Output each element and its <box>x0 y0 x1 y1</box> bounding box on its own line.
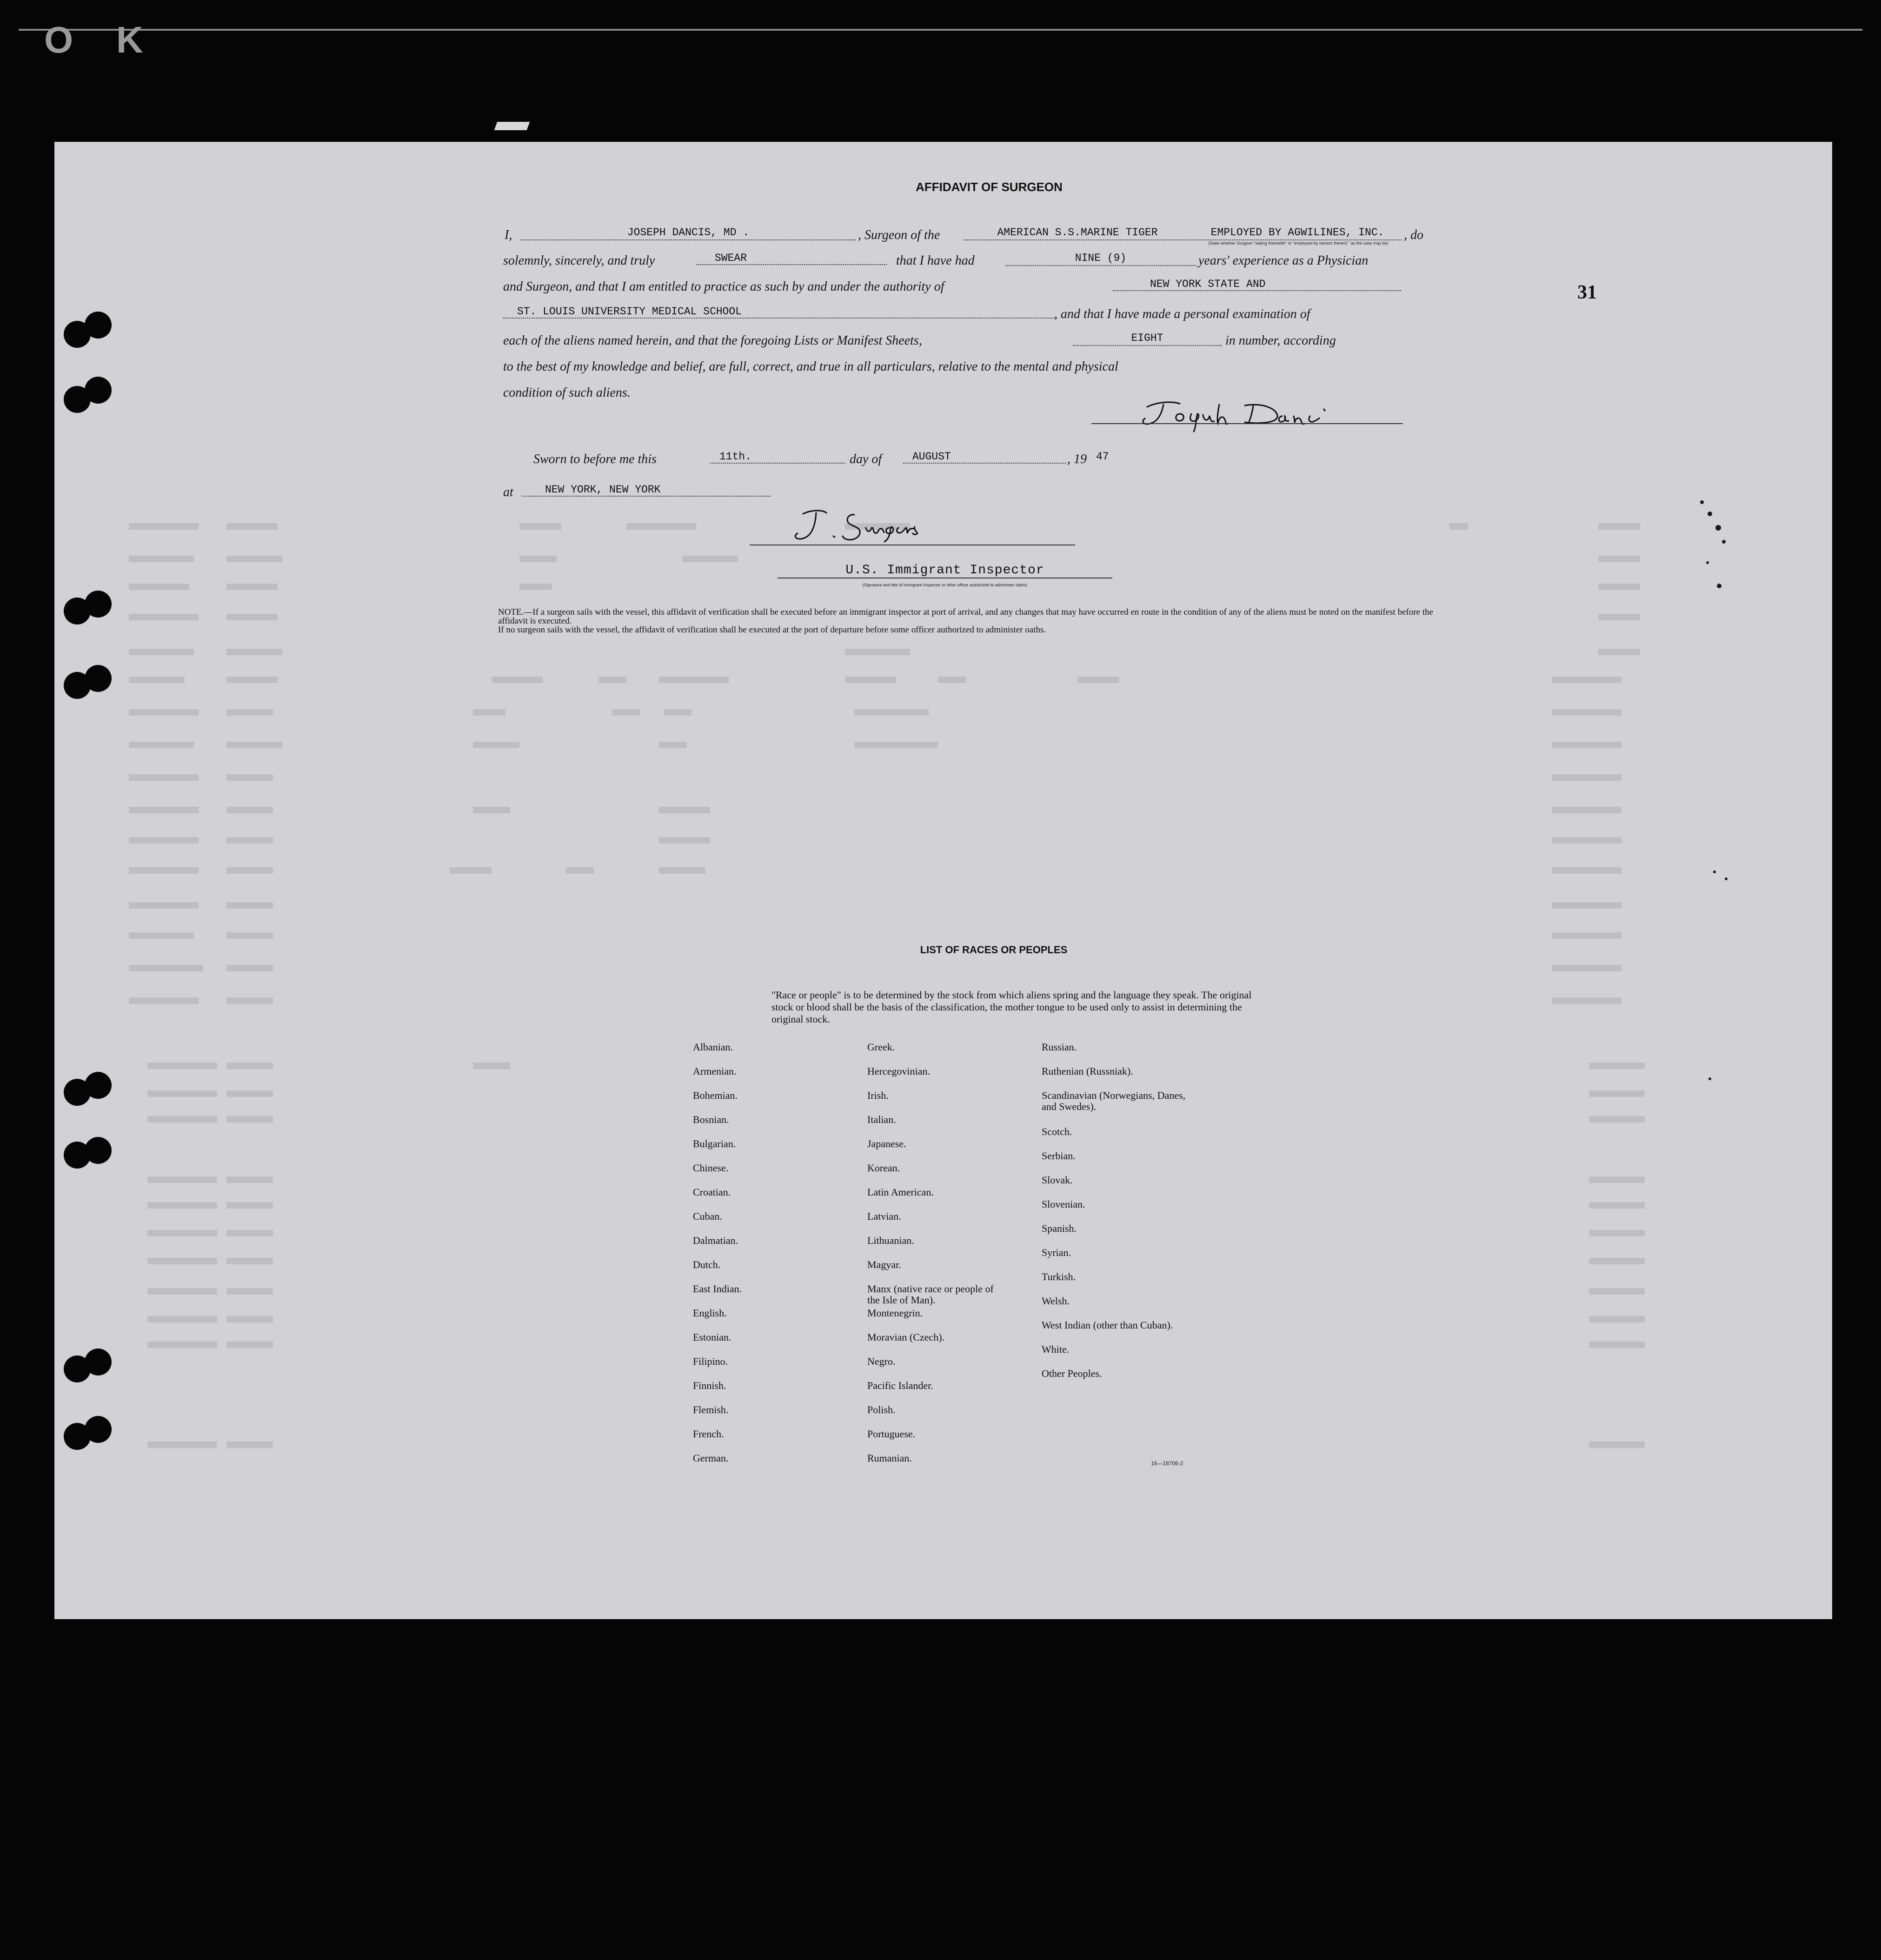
race-item: English. <box>693 1307 727 1319</box>
film-mark-k: K <box>116 19 143 60</box>
races-column-3 <box>1042 1042 1200 1392</box>
race-item: Dutch. <box>693 1259 721 1270</box>
authority-field: NEW YORK STATE AND <box>1113 277 1401 291</box>
race-item: East Indian. <box>693 1283 742 1295</box>
solemnly-label: solemnly, sincerely, and truly <box>503 253 655 268</box>
personal-examination-label: , and that I have made a personal examination of <box>1054 307 1310 321</box>
race-item: Latvian. <box>867 1210 901 1222</box>
document-page <box>54 142 1832 1619</box>
races-intro <box>720 989 1269 1025</box>
form-number: 16—18706-2 <box>1151 1460 1183 1467</box>
race-item: Korean. <box>867 1162 900 1174</box>
inspector-title: U.S. Immigrant Inspector <box>778 563 1112 578</box>
race-item: Bulgarian. <box>693 1138 736 1149</box>
document-title: AFFIDAVIT OF SURGEON <box>916 180 1063 194</box>
note-label: NOTE. <box>498 607 524 617</box>
surgeon-signature <box>1129 395 1408 437</box>
races-list-title: LIST OF RACES OR PEOPLES <box>920 944 1068 956</box>
race-item: Japanese. <box>867 1138 906 1149</box>
day-of-label: day of <box>850 452 882 466</box>
note-line-1: —If a surgeon sails with the vessel, this affidavit of verification shall be executed before an immigrant inspector at port of arrival, and any changes that may have occurred en route in the condition of any of the aliens must be noted on the manifest before the affidavit is executed. <box>498 607 1434 626</box>
employer-instruction: (State whether Surgeon "sailing therewith" or "employed by owners thereof," as the case may be) <box>1208 241 1389 246</box>
authority-label: and Surgeon, and that I am entitled to practice as such by and under the authority of <box>503 279 944 294</box>
race-item: Flemish. <box>693 1404 729 1415</box>
oath-field: SWEAR <box>696 251 887 265</box>
race-item: Negro. <box>867 1355 896 1367</box>
race-item: Albanian. <box>693 1041 733 1053</box>
inspector-title-instruction: (Signature and title of Immigrant Inspector or other officer authorized to administer oaths) <box>862 583 1027 587</box>
film-edge-rule <box>19 29 1862 31</box>
race-item: Chinese. <box>693 1162 729 1174</box>
affidavit-i-label: I, <box>505 228 512 242</box>
race-item: Estonian. <box>693 1331 731 1343</box>
employer-field: EMPLOYED BY AGWILINES, INC. <box>1193 226 1402 240</box>
race-item: Syrian. <box>1042 1247 1071 1258</box>
race-item: Bosnian. <box>693 1114 729 1125</box>
race-item: Rumanian. <box>867 1452 912 1464</box>
race-item: Slovenian. <box>1042 1198 1085 1210</box>
races-intro-text: "Race or people" is to be determined by the stock from which aliens spring and the language they speak. The original stock or blood shall be the basis of the classification, the mother tongue to be used only to assist in determining the original stock. <box>771 989 1252 1025</box>
affidavit-line-7: condition of such aliens. <box>503 385 631 400</box>
race-item: Polish. <box>867 1404 896 1415</box>
in-number-label: in number, according <box>1225 333 1336 348</box>
sworn-year-field: 47 <box>1096 451 1109 463</box>
race-item: Slovak. <box>1042 1174 1073 1186</box>
sworn-month-field: AUGUST <box>903 450 1066 464</box>
race-item: Italian. <box>867 1114 896 1125</box>
authority-continued-field: ST. LOUIS UNIVERSITY MEDICAL SCHOOL <box>503 305 1054 319</box>
film-tab-mark <box>494 122 530 130</box>
do-label: , do <box>1404 228 1423 242</box>
race-item: Montenegrin. <box>867 1307 923 1319</box>
place-field: NEW YORK, NEW YORK <box>522 483 771 497</box>
race-item: Hercegovinian. <box>867 1065 930 1077</box>
surgeon-of-label: , Surgeon of the <box>858 228 940 242</box>
race-item: Bohemian. <box>693 1090 738 1101</box>
inspector-signature <box>780 505 957 551</box>
race-item: Russian. <box>1042 1041 1077 1053</box>
race-item: Latin American. <box>867 1186 934 1198</box>
surgeon-name-field: JOSEPH DANCIS, MD . <box>521 226 856 240</box>
race-item: Filipino. <box>693 1355 728 1367</box>
affidavit-note <box>487 608 1440 634</box>
race-item: German. <box>693 1452 729 1464</box>
page-number: 31 <box>1577 282 1597 303</box>
race-item: Moravian (Czech). <box>867 1331 945 1343</box>
race-item: Manx (native race or people of the Isle of Man). <box>867 1283 994 1306</box>
sworn-label: Sworn to before me this <box>533 452 657 466</box>
race-item: French. <box>693 1428 724 1440</box>
sworn-day-field: 11th. <box>710 450 845 464</box>
film-mark-o: O <box>44 19 73 60</box>
years-experience-label: years' experience as a Physician <box>1198 253 1369 268</box>
race-item: Spanish. <box>1042 1223 1077 1234</box>
race-item: Irish. <box>867 1090 889 1101</box>
race-item: Turkish. <box>1042 1271 1076 1282</box>
sheets-count-field: EIGHT <box>1073 331 1222 346</box>
affidavit-line-6: to the best of my knowledge and belief, are full, correct, and true in all particulars, relative to the mental and physical <box>503 359 1118 374</box>
race-item: Greek. <box>867 1041 895 1053</box>
races-column-1 <box>693 1042 832 1477</box>
that-i-have-had-label: that I have had <box>896 253 975 268</box>
race-item: Finnish. <box>693 1380 726 1391</box>
race-item: Lithuanian. <box>867 1235 914 1246</box>
note-line-2: If no surgeon sails with the vessel, the affidavit of verification shall be executed at the port of departure before some officer authorized to administer oaths. <box>498 625 1046 635</box>
race-item: Croatian. <box>693 1186 731 1198</box>
race-item: Scotch. <box>1042 1126 1072 1137</box>
manifest-sheets-label: each of the aliens named herein, and that the foregoing Lists or Manifest Sheets, <box>503 333 922 348</box>
race-item: Other Peoples. <box>1042 1368 1102 1379</box>
race-item: Scandinavian (Norwegians, Danes, and Swedes). <box>1042 1090 1186 1112</box>
race-item: West Indian (other than Cuban). <box>1042 1319 1173 1331</box>
at-label: at <box>503 485 513 499</box>
vessel-name-field: AMERICAN S.S.MARINE TIGER <box>964 226 1191 240</box>
race-item: White. <box>1042 1343 1070 1355</box>
race-item: Serbian. <box>1042 1150 1076 1162</box>
surgeon-signature-line <box>1091 423 1403 424</box>
year-prefix-label: , 19 <box>1067 452 1087 466</box>
race-item: Ruthenian (Russniak). <box>1042 1065 1133 1077</box>
years-experience-field: NINE (9) <box>1005 251 1196 266</box>
race-item: Armenian. <box>693 1065 737 1077</box>
race-item: Dalmatian. <box>693 1235 738 1246</box>
race-item: Pacific Islander. <box>867 1380 933 1391</box>
race-item: Welsh. <box>1042 1295 1070 1307</box>
race-item: Portuguese. <box>867 1428 916 1440</box>
races-column-2 <box>867 1042 1007 1477</box>
race-item: Cuban. <box>693 1210 722 1222</box>
race-item: Magyar. <box>867 1259 901 1270</box>
